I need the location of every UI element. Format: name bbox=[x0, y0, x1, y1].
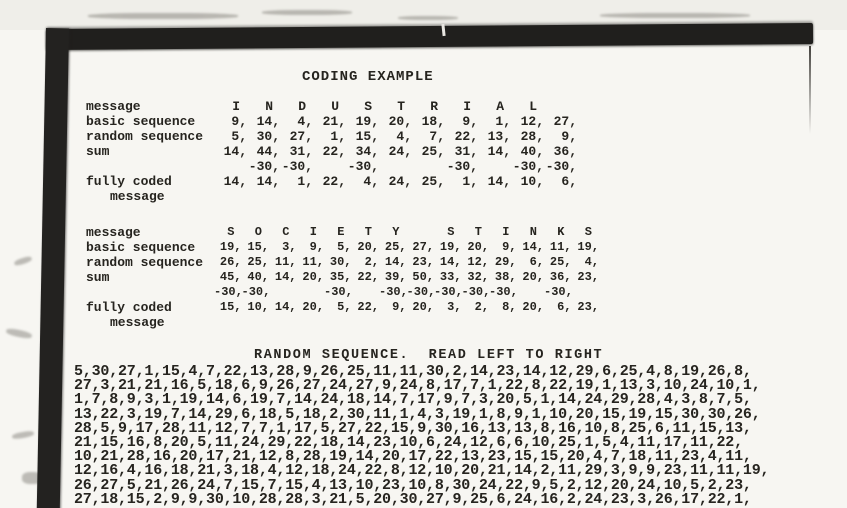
table-cell: 4, bbox=[584, 255, 599, 269]
table-1-message-row bbox=[86, 99, 577, 114]
table-cell: 39, bbox=[384, 270, 407, 284]
table-cell: 14, bbox=[274, 300, 297, 314]
table-cell: R bbox=[430, 99, 438, 114]
table-cell: 29, bbox=[494, 255, 517, 269]
table-cell: 14, bbox=[487, 174, 511, 189]
table-cell: -30, bbox=[544, 285, 573, 299]
table-cell: 8, bbox=[502, 300, 517, 314]
table-cell: 26, bbox=[219, 255, 242, 269]
table-cell: 20, bbox=[522, 270, 544, 284]
table-cell: 44, bbox=[256, 144, 280, 159]
table-cell: I bbox=[463, 99, 471, 114]
table-cell: 15, bbox=[355, 129, 379, 144]
scan-artifact bbox=[14, 255, 33, 266]
table-cell: 38, bbox=[494, 270, 517, 284]
random-sequence-line-5: 28,5,9,17,28,11,12,7,7,1,17,5,27,22,15,9,30,16,13,13,8,16,10,8,25,6,11,15,13, bbox=[74, 419, 752, 437]
table-cell bbox=[352, 285, 380, 300]
table-cell: 21, bbox=[322, 114, 346, 129]
table-cell: I bbox=[502, 225, 510, 239]
table-cell: 23, bbox=[577, 270, 599, 284]
table-2-basic-sequence-row bbox=[86, 240, 599, 255]
table-cell: 5, bbox=[337, 300, 352, 314]
table-cell: L bbox=[529, 99, 537, 114]
table-2-random-sequence-row bbox=[86, 255, 599, 270]
table-cell: 10, bbox=[247, 300, 269, 314]
table-cell: O bbox=[254, 225, 262, 239]
table-cell: 4, bbox=[396, 129, 412, 144]
table-cell: T bbox=[474, 225, 482, 239]
page-edge-line bbox=[809, 46, 811, 134]
random-sequence-line-4: 13,22,3,19,7,14,29,6,18,5,18,2,30,11,1,4,3,19,1,8,9,1,10,20,15,19,15,30,30,26, bbox=[74, 405, 761, 423]
table-cell: 40, bbox=[520, 144, 544, 159]
row-label: fully coded bbox=[86, 300, 172, 315]
table-cell: 24, bbox=[388, 144, 412, 159]
table-cell: 14, bbox=[487, 144, 511, 159]
table-cell: 6, bbox=[561, 174, 577, 189]
table-2-message-row bbox=[86, 225, 599, 240]
table-cell: 35, bbox=[329, 270, 352, 284]
row-label: message bbox=[110, 189, 165, 204]
row-label: sum bbox=[86, 144, 110, 159]
table-cell: -30, bbox=[545, 159, 577, 174]
table-cell: 12, bbox=[520, 114, 544, 129]
scan-artifact bbox=[262, 10, 352, 15]
table-cell: 15, bbox=[219, 300, 242, 314]
row-label: sum bbox=[86, 270, 110, 285]
table-cell: -30, bbox=[241, 285, 271, 299]
table-cell: 50, bbox=[412, 270, 434, 284]
table-cell: 27, bbox=[553, 114, 577, 129]
random-sequence-line-9: 26,27,5,21,26,24,7,15,7,15,4,13,10,23,10,8,30,24,22,9,5,2,12,20,24,10,5,2,23, bbox=[74, 476, 752, 494]
table-cell: 13, bbox=[487, 129, 511, 144]
table-cell: I bbox=[309, 225, 317, 239]
random-sequence-line-1: 5,30,27,1,15,4,7,22,13,28,9,26,25,11,11,30,2,14,23,14,12,29,6,25,4,8,19,26,8, bbox=[74, 363, 752, 380]
scan-artifact bbox=[600, 13, 750, 18]
table-1-fully-coded-cont-row bbox=[86, 189, 577, 204]
table-cell bbox=[297, 285, 325, 300]
table-cell bbox=[214, 159, 247, 174]
table-cell bbox=[269, 285, 297, 300]
table-cell: 27, bbox=[289, 129, 313, 144]
table-2-fully-coded-row bbox=[86, 300, 599, 315]
table-cell: 31, bbox=[289, 144, 313, 159]
random-sequence-block bbox=[74, 365, 769, 507]
table-cell bbox=[379, 159, 412, 174]
table-1-random-sequence-row bbox=[86, 129, 577, 144]
table-cell bbox=[313, 159, 346, 174]
table-cell: 30, bbox=[256, 129, 280, 144]
table-cell: -30, bbox=[347, 159, 379, 174]
row-label bbox=[86, 285, 214, 300]
table-cell: K bbox=[557, 225, 565, 239]
table-cell: 20, bbox=[522, 300, 544, 314]
table-cell: S bbox=[364, 99, 372, 114]
table-cell: T bbox=[397, 99, 405, 114]
table-cell: 33, bbox=[439, 270, 462, 284]
table-cell: 22, bbox=[322, 144, 346, 159]
table-cell: 19, bbox=[219, 240, 242, 254]
table-cell: T bbox=[364, 225, 372, 239]
scan-artifact bbox=[12, 430, 35, 440]
table-cell: 14, bbox=[223, 174, 247, 189]
table-cell: 20, bbox=[302, 270, 324, 284]
table-cell: 9, bbox=[309, 240, 324, 254]
table-2-sum-row bbox=[86, 270, 599, 285]
table-cell: 24, bbox=[388, 174, 412, 189]
table-cell: 40, bbox=[247, 270, 269, 284]
table-cell: 25, bbox=[421, 174, 445, 189]
table-cell: 22, bbox=[357, 300, 379, 314]
table-cell: -30, bbox=[248, 159, 280, 174]
table-cell: -30, bbox=[379, 285, 408, 299]
coding-table-industrial bbox=[86, 99, 577, 204]
table-cell: 20, bbox=[302, 300, 324, 314]
table-2-fully-coded-cont-row bbox=[86, 315, 599, 330]
table-cell: 25, bbox=[384, 240, 407, 254]
table-cell: 20, bbox=[357, 240, 379, 254]
table-cell: 9, bbox=[462, 114, 478, 129]
table-cell: 14, bbox=[223, 144, 247, 159]
table-cell: 31, bbox=[454, 144, 478, 159]
table-cell: -30, bbox=[434, 285, 463, 299]
table-cell: 11, bbox=[302, 255, 324, 269]
table-cell: 2, bbox=[364, 255, 379, 269]
row-label: fully coded bbox=[86, 174, 172, 189]
random-sequence-line-6: 21,15,16,8,20,5,11,24,29,22,18,14,23,10,6,24,12,6,6,10,25,1,5,4,11,17,11,22, bbox=[74, 433, 743, 451]
row-label: random sequence bbox=[86, 129, 204, 144]
table-cell: 11, bbox=[549, 240, 572, 254]
table-cell: 27, bbox=[412, 240, 434, 254]
row-label: message bbox=[110, 315, 165, 330]
table-cell: 18, bbox=[421, 114, 445, 129]
table-cell: 1, bbox=[297, 174, 313, 189]
table-cell: 23, bbox=[577, 300, 599, 314]
random-sequence-line-2: 27,3,21,21,16,5,18,6,9,26,27,24,27,9,24,8,17,7,1,22,8,22,19,1,13,3,10,24,10,1, bbox=[74, 377, 761, 395]
table-cell: 9, bbox=[502, 240, 517, 254]
table-cell: 20, bbox=[412, 300, 434, 314]
table-cell: 19, bbox=[577, 240, 599, 254]
row-label: basic sequence bbox=[86, 114, 196, 129]
table-cell: 25, bbox=[247, 255, 269, 269]
table-cell: 32, bbox=[467, 270, 489, 284]
table-cell: -30, bbox=[214, 285, 243, 299]
table-cell: 3, bbox=[282, 240, 297, 254]
page-title: CODING EXAMPLE bbox=[302, 69, 434, 85]
table-cell: 22, bbox=[454, 129, 478, 144]
table-cell: I bbox=[232, 99, 240, 114]
table-cell: 25, bbox=[421, 144, 445, 159]
table-cell: 2, bbox=[474, 300, 489, 314]
table-cell: 9, bbox=[561, 129, 577, 144]
table-cell: 5, bbox=[231, 129, 247, 144]
table-cell: S bbox=[227, 225, 235, 239]
table-cell: -30, bbox=[324, 285, 353, 299]
table-cell: S bbox=[584, 225, 592, 239]
table-cell: E bbox=[337, 225, 345, 239]
table-cell: 6, bbox=[557, 300, 572, 314]
table-cell: 28, bbox=[520, 129, 544, 144]
table-cell: -30, bbox=[281, 159, 313, 174]
table-cell: 19, bbox=[355, 114, 379, 129]
table-cell: 34, bbox=[355, 144, 379, 159]
table-cell: 22, bbox=[322, 174, 346, 189]
table-cell: 9, bbox=[231, 114, 247, 129]
table-cell: 5, bbox=[337, 240, 352, 254]
table-cell: 25, bbox=[549, 255, 572, 269]
table-cell: 11, bbox=[274, 255, 297, 269]
table-cell: 4, bbox=[363, 174, 379, 189]
table-cell: 4, bbox=[297, 114, 313, 129]
table-cell: 45, bbox=[219, 270, 242, 284]
table-cell bbox=[407, 225, 435, 240]
table-cell: 14, bbox=[522, 240, 544, 254]
table-1-subtract-30-row bbox=[86, 159, 577, 174]
table-cell: 14, bbox=[439, 255, 462, 269]
table-1-fully-coded-row bbox=[86, 174, 577, 189]
random-sequence-heading: RANDOM SEQUENCE. READ LEFT TO RIGHT bbox=[254, 348, 604, 363]
scan-border-left bbox=[36, 28, 69, 508]
table-cell bbox=[478, 159, 511, 174]
table-cell: C bbox=[282, 225, 290, 239]
table-cell: S bbox=[447, 225, 455, 239]
table-cell: 14, bbox=[384, 255, 407, 269]
random-sequence-line-7: 10,21,28,16,20,17,21,12,8,28,19,14,20,17,22,13,23,15,15,20,4,7,18,11,23,4,11, bbox=[74, 448, 752, 466]
table-cell: -30, bbox=[461, 285, 491, 299]
table-cell: 1, bbox=[330, 129, 346, 144]
random-sequence-line-10: 27,18,15,2,9,9,30,10,28,28,3,21,5,20,30,27,9,25,6,24,16,2,24,23,3,26,17,22,1, bbox=[74, 490, 752, 508]
coding-table-society-stinks bbox=[86, 225, 599, 330]
table-cell: 23, bbox=[412, 255, 434, 269]
table-cell: A bbox=[496, 99, 504, 114]
table-cell: 1, bbox=[495, 114, 511, 129]
table-cell bbox=[412, 159, 445, 174]
row-label: random sequence bbox=[86, 255, 204, 270]
table-cell: 9, bbox=[392, 300, 407, 314]
table-cell: 14, bbox=[274, 270, 297, 284]
table-cell: 36, bbox=[553, 144, 577, 159]
table-cell: 15, bbox=[247, 240, 269, 254]
table-cell: 10, bbox=[520, 174, 544, 189]
table-cell: 3, bbox=[447, 300, 462, 314]
table-cell bbox=[572, 285, 600, 300]
row-label: basic sequence bbox=[86, 240, 196, 255]
scan-artifact bbox=[6, 327, 33, 339]
table-cell: 20, bbox=[467, 240, 489, 254]
table-1-sum-row bbox=[86, 144, 577, 159]
table-cell: -30, bbox=[512, 159, 544, 174]
table-cell: 6, bbox=[529, 255, 544, 269]
table-cell: 36, bbox=[549, 270, 572, 284]
table-cell: 30, bbox=[329, 255, 352, 269]
table-cell: 14, bbox=[256, 114, 280, 129]
table-cell: N bbox=[265, 99, 273, 114]
table-2-subtract-30-row bbox=[86, 285, 599, 300]
scan-artifact bbox=[88, 13, 238, 19]
table-cell: D bbox=[298, 99, 306, 114]
table-cell: 20, bbox=[388, 114, 412, 129]
table-cell: 7, bbox=[429, 129, 445, 144]
table-cell: -30, bbox=[446, 159, 478, 174]
random-sequence-line-8: 12,16,4,16,18,21,3,18,4,12,18,24,22,8,12,10,20,21,14,2,11,29,3,9,9,23,11,11,19, bbox=[74, 462, 770, 480]
row-label bbox=[86, 159, 214, 174]
table-cell: 1, bbox=[462, 174, 478, 189]
table-cell: 12, bbox=[467, 255, 489, 269]
random-sequence-line-3: 1,7,8,9,3,1,19,14,6,19,7,14,24,18,14,7,17,9,7,3,20,5,1,14,24,29,28,4,3,8,7,5, bbox=[74, 391, 752, 409]
scan-artifact bbox=[398, 16, 458, 20]
row-label: message bbox=[86, 99, 141, 114]
row-label: message bbox=[86, 225, 141, 240]
table-cell: -30, bbox=[406, 285, 436, 299]
table-cell: 19, bbox=[439, 240, 462, 254]
table-1-basic-sequence-row bbox=[86, 114, 577, 129]
table-cell: Y bbox=[392, 225, 400, 239]
table-cell bbox=[544, 99, 577, 114]
table-cell: 14, bbox=[256, 174, 280, 189]
table-cell: -30, bbox=[489, 285, 518, 299]
table-cell: U bbox=[331, 99, 339, 114]
table-cell: 22, bbox=[357, 270, 379, 284]
table-cell bbox=[517, 285, 545, 300]
table-cell: N bbox=[529, 225, 537, 239]
